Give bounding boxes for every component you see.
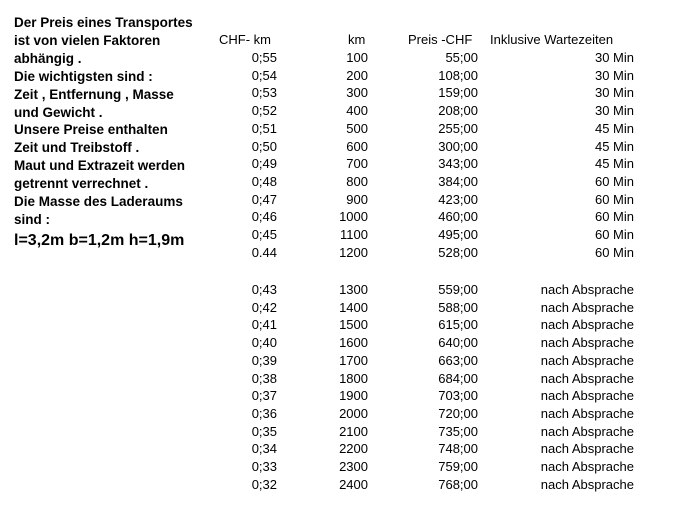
- intro-line: Der Preis eines Transportes: [14, 15, 193, 30]
- cell-km: 500: [346, 121, 368, 136]
- cell-price: 735;00: [438, 424, 478, 439]
- cell-rate: 0;38: [251, 371, 277, 386]
- cell-price: 559;00: [438, 282, 478, 297]
- cell-rate: 0;55: [251, 50, 277, 65]
- cell-price: 343;00: [438, 156, 478, 171]
- cell-wait: 60 Min: [594, 245, 634, 260]
- cell-wait: nach Absprache: [540, 282, 634, 297]
- cell-wait: nach Absprache: [540, 477, 634, 492]
- cell-rate: 0.44: [251, 245, 277, 260]
- cell-price: 159;00: [438, 85, 478, 100]
- header-wait: Inklusive Wartezeiten: [490, 32, 614, 47]
- cell-km: 800: [346, 174, 368, 189]
- cell-km: 1900: [339, 388, 368, 403]
- cell-km: 300: [346, 85, 368, 100]
- cell-wait: nach Absprache: [540, 424, 634, 439]
- cell-price: 423;00: [438, 192, 478, 207]
- cell-wait: nach Absprache: [540, 388, 634, 403]
- header-km: km: [348, 32, 366, 47]
- cell-rate: 0;41: [251, 317, 277, 332]
- cell-price: 300;00: [438, 139, 478, 154]
- cell-rate: 0;50: [251, 139, 277, 154]
- cell-km: 600: [346, 139, 368, 154]
- cell-km: 1500: [339, 317, 368, 332]
- cell-price: 460;00: [438, 209, 478, 224]
- cell-km: 400: [346, 103, 368, 118]
- header-price: Preis -CHF: [408, 32, 473, 47]
- cell-price: 768;00: [438, 477, 478, 492]
- cell-price: 759;00: [438, 459, 478, 474]
- cell-rate: 0;48: [251, 174, 277, 189]
- cell-price: 720;00: [438, 406, 478, 421]
- cell-wait: nach Absprache: [540, 406, 634, 421]
- cell-rate: 0;34: [251, 441, 277, 456]
- intro-line: und Gewicht .: [14, 104, 103, 120]
- cell-rate: 0;32: [251, 477, 277, 492]
- cell-rate: 0;35: [251, 424, 277, 439]
- intro-line: abhängig .: [14, 50, 82, 66]
- cell-wait: 45 Min: [594, 139, 634, 154]
- intro-line: Zeit und Treibstoff .: [14, 140, 140, 156]
- cell-km: 2200: [339, 441, 368, 456]
- cell-wait: 60 Min: [594, 192, 634, 207]
- intro-line: Zeit , Entfernung , Masse: [14, 86, 174, 102]
- cell-km: 1700: [339, 353, 368, 368]
- intro-line: Die wichtigsten sind :: [14, 68, 153, 84]
- cell-price: 384;00: [438, 174, 478, 189]
- cell-wait: 45 Min: [594, 121, 634, 136]
- cell-rate: 0;39: [251, 353, 277, 368]
- header-rate: CHF- km: [219, 32, 271, 47]
- cell-km: 700: [346, 156, 368, 171]
- cell-price: 748;00: [438, 441, 478, 456]
- cell-price: 588;00: [438, 300, 478, 315]
- cell-rate: 0;52: [251, 103, 277, 118]
- cell-rate: 0;36: [251, 406, 277, 421]
- cell-price: 208;00: [438, 103, 478, 118]
- cell-wait: 45 Min: [594, 156, 634, 171]
- cell-price: 495;00: [438, 227, 478, 242]
- cell-km: 1100: [340, 227, 368, 242]
- cell-wait: 30 Min: [594, 68, 634, 83]
- cell-km: 1000: [339, 209, 368, 224]
- cell-wait: nach Absprache: [540, 353, 634, 368]
- intro-line: ist von vielen Faktoren: [14, 32, 161, 48]
- cell-wait: 30 Min: [594, 85, 634, 100]
- cell-price: 663;00: [438, 353, 478, 368]
- cell-km: 2300: [339, 459, 368, 474]
- cell-rate: 0;54: [251, 68, 277, 83]
- cell-wait: nach Absprache: [540, 300, 634, 315]
- cell-rate: 0;51: [251, 121, 277, 136]
- cell-rate: 0;49: [251, 156, 277, 171]
- cell-rate: 0;42: [251, 300, 277, 315]
- cell-price: 108;00: [438, 68, 478, 83]
- cell-wait: 60 Min: [594, 227, 634, 242]
- cell-wait: 60 Min: [594, 209, 634, 224]
- cell-price: 684;00: [438, 371, 478, 386]
- cell-wait: 30 Min: [594, 103, 634, 118]
- cell-km: 1800: [339, 371, 368, 386]
- cell-km: 100: [346, 50, 368, 65]
- cell-rate: 0;37: [251, 388, 277, 403]
- cell-price: 528;00: [438, 245, 478, 260]
- cargo-dimensions: l=3,2m b=1,2m h=1,9m: [14, 231, 185, 249]
- cell-km: 1300: [339, 282, 368, 297]
- cell-rate: 0;45: [251, 227, 277, 242]
- cell-km: 2000: [339, 406, 368, 421]
- intro-line: getrennt verrechnet .: [14, 176, 149, 192]
- cell-km: 200: [346, 68, 368, 83]
- intro-line: Die Masse des Laderaums: [14, 194, 183, 210]
- cell-rate: 0;33: [251, 459, 277, 474]
- intro-line: sind :: [14, 211, 50, 227]
- intro-line: Unsere Preise enthalten: [14, 122, 168, 138]
- cell-price: 640;00: [438, 335, 478, 350]
- cell-km: 2400: [339, 477, 368, 492]
- cell-rate: 0;47: [251, 192, 277, 207]
- cell-wait: nach Absprache: [540, 459, 634, 474]
- cell-wait: nach Absprache: [540, 441, 634, 456]
- cell-wait: nach Absprache: [540, 335, 634, 350]
- cell-km: 1400: [339, 300, 368, 315]
- cell-price: 255;00: [438, 121, 478, 136]
- cell-km: 900: [346, 192, 368, 207]
- cell-wait: 30 Min: [594, 50, 634, 65]
- cell-wait: nach Absprache: [540, 317, 634, 332]
- cell-km: 1600: [339, 335, 368, 350]
- intro-line: Maut und Extrazeit werden: [14, 158, 186, 174]
- cell-rate: 0;53: [251, 85, 277, 100]
- cell-km: 1200: [339, 245, 368, 260]
- cell-rate: 0;40: [251, 335, 277, 350]
- cell-km: 2100: [339, 424, 368, 439]
- cell-price: 55;00: [445, 50, 478, 65]
- cell-price: 703;00: [438, 388, 478, 403]
- cell-wait: 60 Min: [594, 174, 634, 189]
- cell-price: 615;00: [438, 317, 478, 332]
- cell-wait: nach Absprache: [540, 371, 634, 386]
- cell-rate: 0;43: [251, 282, 277, 297]
- cell-rate: 0;46: [251, 209, 277, 224]
